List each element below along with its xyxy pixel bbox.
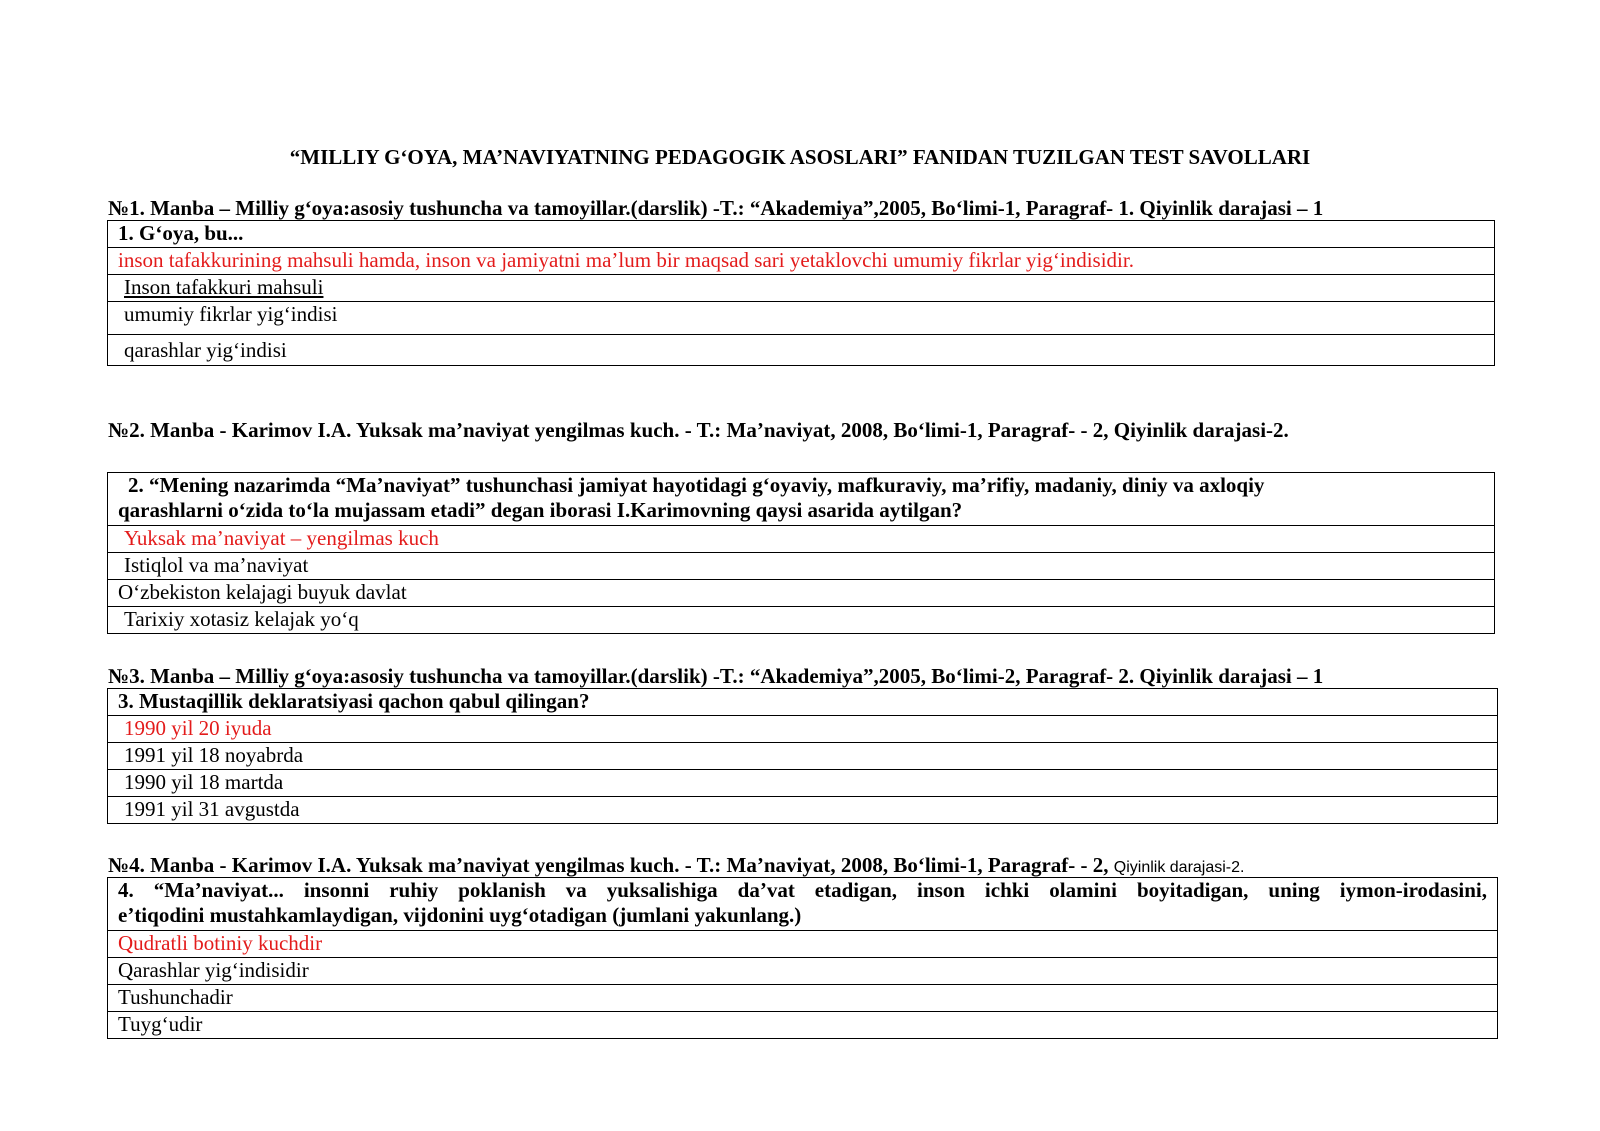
question-4-text-line2: e’tiqodini mustahkamlaydigan, vijdonini uyg‘otadigan (jumlani yakunlang.) xyxy=(118,903,802,927)
question-3-text: 3. Mustaqillik deklaratsiyasi qachon qabul qilingan? xyxy=(108,689,1498,716)
question-3-source: №3. Manba – Milliy g‘oya:asosiy tushuncha va tamoyillar.(darslik) -T.: “Akademiya”,2005, Bo‘limi-2, Paragraf- 2. Qiyinlik darajasi – 1 xyxy=(108,664,1324,688)
question-2-answer-4: Tarixiy xotasiz kelajak yo‘q xyxy=(108,607,1495,634)
question-2-text-line2: qarashlarni o‘zida to‘la mujassam etadi” degan iborasi I.Karimovning qaysi asarida aytilgan? xyxy=(118,498,963,522)
question-3-answer-2: 1991 yil 18 noyabrda xyxy=(108,743,1498,770)
question-4-difficulty: Qiyinlik darajasi-2. xyxy=(1113,859,1245,876)
question-3-answer-3: 1990 yil 18 martda xyxy=(108,770,1498,797)
question-2-text-line1: 2. “Mening nazarimda “Ma’naviyat” tushunchasi jamiyat hayotidagi g‘oyaviy, mafkuraviy, ma’rifiy, madaniy, diniy va axloqiy xyxy=(128,473,1265,497)
question-2-answer-2: Istiqlol va ma’naviyat xyxy=(108,553,1495,580)
question-4-answer-4: Tuyg‘udir xyxy=(108,1012,1498,1039)
question-2-answer-correct: Yuksak ma’naviyat – yengilmas kuch xyxy=(108,526,1495,553)
question-4-text xyxy=(108,878,1498,931)
question-2-answer-3: O‘zbekiston kelajagi buyuk davlat xyxy=(108,580,1495,607)
question-4-answer-correct: Qudratli botiniy kuchdir xyxy=(108,931,1498,958)
question-4-text-line1: 4. “Ma’naviyat... insonni ruhiy poklanish va yuksalishiga da’vat etadigan, inson ichki olamini boyitadigan, uning iymon-irodasini, xyxy=(118,878,1487,902)
question-2-source: №2. Manba - Karimov I.A. Yuksak ma’naviyat yengilmas kuch. - T.: Ma’naviyat, 2008, Bo‘limi-1, Paragraf- - 2, Qiyinlik darajasi-2. xyxy=(108,418,1289,442)
question-3-table xyxy=(107,688,1498,824)
question-3-answer-correct: 1990 yil 20 iyuda xyxy=(108,716,1498,743)
question-4-answer-2: Qarashlar yig‘indisidir xyxy=(108,958,1498,985)
question-4-source xyxy=(108,853,1244,878)
question-1-answer-2: Inson tafakkuri mahsuli xyxy=(124,275,324,299)
question-1-answer-4: qarashlar yig‘indisi xyxy=(108,335,1495,366)
question-4-source-text: №4. Manba - Karimov I.A. Yuksak ma’naviyat yengilmas kuch. - T.: Ma’naviyat, 2008, Bo‘limi-1, Paragraf- - 2, xyxy=(108,853,1109,877)
question-1-answer-correct: inson tafakkurining mahsuli hamda, inson va jamiyatni ma’lum bir maqsad sari yetaklovchi umumiy fikrlar yig‘indisidir. xyxy=(108,248,1495,275)
question-2-text xyxy=(108,473,1495,526)
question-4-table xyxy=(107,877,1498,1039)
document-title: “MILLIY G‘OYA, MA’NAVIYATNING PEDAGOGIK ASOSLARI” FANIDAN TUZILGAN TEST SAVOLLARI xyxy=(289,145,1311,169)
question-4-answer-3: Tushunchadir xyxy=(108,985,1498,1012)
question-3-answer-4: 1991 yil 31 avgustda xyxy=(108,797,1498,824)
question-1-table xyxy=(107,220,1495,366)
question-1-text: 1. G‘oya, bu... xyxy=(108,221,1495,248)
question-1-source: №1. Manba – Milliy g‘oya:asosiy tushuncha va tamoyillar.(darslik) -T.: “Akademiya”,2005, Bo‘limi-1, Paragraf- 1. Qiyinlik darajasi – 1 xyxy=(108,196,1324,220)
question-1-answer-3: umumiy fikrlar yig‘indisi xyxy=(108,302,1495,335)
question-2-table xyxy=(107,472,1495,634)
